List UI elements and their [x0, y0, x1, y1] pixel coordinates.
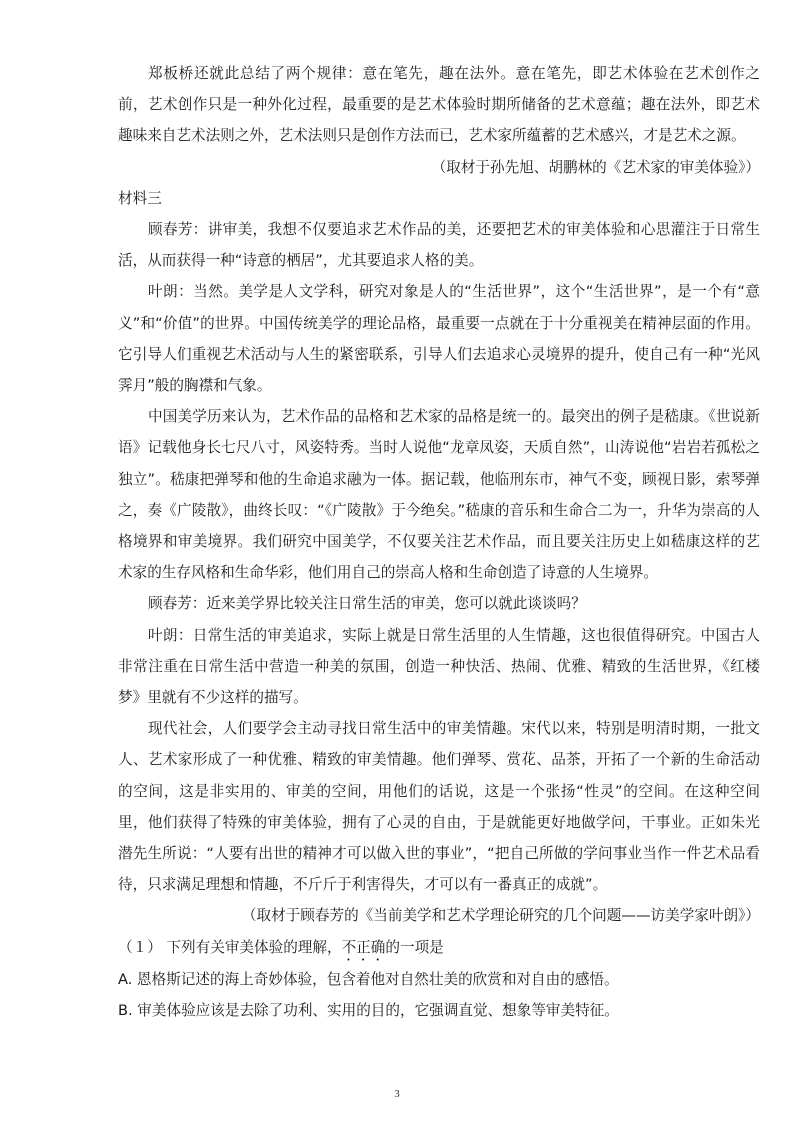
paragraph-modern-society: 现代社会，人们要学会主动寻找日常生活中的审美情趣。宋代以来，特别是明清时期，一批文人、艺术家形成了一种优雅、精致的审美情趣。他们弹琴、赏花、品茶，开拓了一个新的生命活动的空间，这是非实用的、审美的空间，用他们的话说，这是一个张扬“性灵”的空间。在这种空间里，他们获得了特殊的审美体验，拥有了心灵的自由，于是就能更好地做学问，干事业。正如朱光潜先生所说：“人要有出世的精神才可以做入世的事业”，“把自己所做的学问事业当作一件艺术品看待，只求满足理想和情趣，不斤斤于利害得失，才可以有一番真正的成就”。: [118, 720, 760, 894]
document-body: [118, 58, 760, 1026]
paragraph-gu-chunfang-1: 顾春芳：讲审美，我想不仅要追求艺术作品的美，还要把艺术的审美体验和心思灌注于日常生活，从而获得一种“诗意的栖居”，尤其要追求人格的美。: [118, 221, 760, 270]
paragraph-ye-lang-1: 叶朗：当然。美学是人文学科，研究对象是人的“生活世界”，这个“生活世界”，是一个有“意义”和“价值”的世界。中国传统美学的理论品格，最重要一点就在于十分重视美在精神层面的作用。它引导人们重视艺术活动与人生的紧密联系，引导人们去追求心灵境界的提升，使自己有一种“光风霁月”般的胸襟和气象。: [118, 283, 760, 395]
paragraph-ji-kang: 中国美学历来认为，艺术作品的品格和艺术家的品格是统一的。最突出的例子是嵇康。《世说新语》记载他身长七尺八寸，风姿特秀。当时人说他“龙章凤姿，天质自然”，山涛说他“岩岩若孤松之独立”。嵇康把弹琴和他的生命追求融为一体。据记载，他临刑东市，神气不变，顾视日影，索琴弹之，奏《广陵散》，曲终长叹：“《广陵散》于今绝矣。”嵇康的音乐和生命合二为一，升华为崇高的人格境界和审美境界。我们研究中国美学，不仅要关注艺术作品，而且要关注历史上如嵇康这样的艺术家的生存风格和生命华彩，他们用自己的崇高人格和生命创造了诗意的人生境界。: [118, 408, 760, 582]
option-b: B. 审美体验应该是去除了功利、实用的目的，它强调直觉、想象等审美特征。: [118, 1001, 619, 1019]
question-text-after: 的一项是: [385, 938, 444, 956]
source-citation-2: （取材于顾春芳的《当前美学和艺术学理论研究的几个问题——访美学家叶朗》）: [241, 907, 760, 925]
paragraph-zheng-banqiao: 郑板桥还就此总结了两个规律：意在笔先，趣在法外。意在笔先，即艺术体验在艺术创作之前，艺术创作只是一种外化过程，最重要的是艺术体验时期所储备的艺术意蕴；趣在法外，即艺术趣味来自艺术法则之外，艺术法则只是创作方法而已，艺术家所蕴蓄的艺术感兴，才是艺术之源。: [118, 65, 760, 145]
question-emphasis: 不正确: [341, 938, 386, 956]
paragraph-gu-chunfang-2: 顾春芳：近来美学界比较关注日常生活的审美，您可以就此谈谈吗？: [148, 595, 586, 613]
source-citation-1: （取材于孙先旭、胡鹏林的《艺术家的审美体验》）: [431, 158, 760, 176]
question-text-before: 下列有关审美体验的理解，: [166, 938, 342, 956]
option-a: A. 恩格斯记述的海上奇妙体验，包含着他对自然壮美的欣赏和对自由的感悟。: [118, 970, 619, 988]
paragraph-ye-lang-2: 叶朗：日常生活的审美追求，实际上就是日常生活里的人生情趣，这也很值得研究。中国古人非常注重在日常生活中营造一种美的氛围，创造一种快活、热闹、优雅、精致的生活世界，《红楼梦》里就有不少这样的描写。: [118, 626, 760, 707]
section-heading-material-3: 材料三: [118, 189, 162, 207]
question-stem: [118, 932, 760, 964]
page-number: 3: [394, 1088, 400, 1100]
question-number: （１）: [118, 938, 162, 956]
